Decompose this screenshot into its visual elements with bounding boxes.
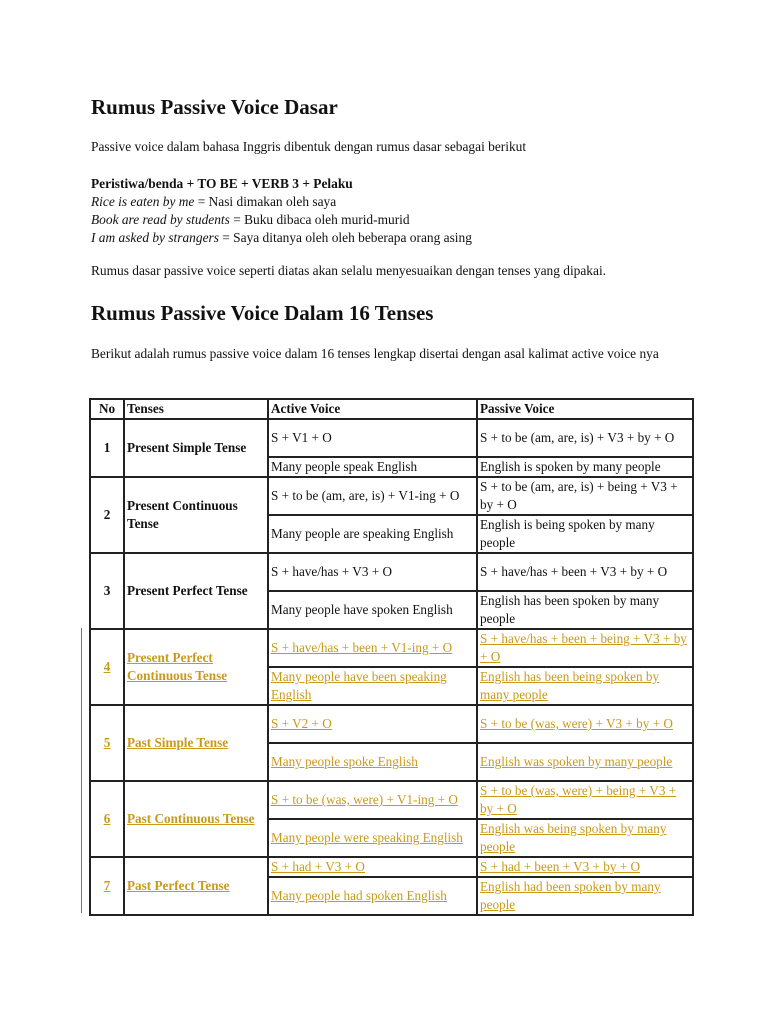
formula-block (91, 175, 696, 247)
active-formula-link[interactable]: S + to be (was, were) + V1-ing + O (268, 781, 477, 819)
active-example-link[interactable]: Many people have been speaking English (268, 667, 477, 705)
example-line: I am asked by strangers = Saya ditanya oleh oleh beberapa orang asing (91, 230, 472, 245)
table-row (90, 629, 693, 667)
header-tenses: Tenses (124, 399, 268, 419)
passive-example: English has been spoken by many people (477, 591, 693, 629)
active-example-link[interactable]: Many people were speaking English (268, 819, 477, 857)
passive-formula-link[interactable]: S + to be (was, were) + V3 + by + O (477, 705, 693, 743)
intro-paragraph-2: Berikut adalah rumus passive voice dalam 16 tenses lengkap disertai dengan asal kalimat active voice nya (91, 346, 659, 361)
tense-name-link[interactable]: Present Perfect Continuous Tense (124, 629, 268, 705)
tense-name: Present Perfect Tense (124, 553, 268, 629)
active-formula: S + have/has + V3 + O (268, 553, 477, 591)
intro-paragraph: Passive voice dalam bahasa Inggris dibentuk dengan rumus dasar sebagai berikut (91, 139, 527, 154)
active-example: Many people are speaking English (268, 515, 477, 553)
passive-formula: S + have/has + been + V3 + by + O (477, 553, 693, 591)
row-number: 3 (90, 553, 124, 629)
active-formula-link[interactable]: S + had + V3 + O (268, 857, 477, 877)
example-line: Book are read by students = Buku dibaca oleh murid-murid (91, 212, 410, 227)
note-paragraph: Rumus dasar passive voice seperti diatas akan selalu menyesuaikan dengan tenses yang dipakai. (91, 263, 607, 278)
passive-example-link[interactable]: English was being spoken by many people (477, 819, 693, 857)
active-example-link[interactable]: Many people had spoken English (268, 877, 477, 915)
active-example: Many people speak English (268, 457, 477, 477)
active-example-link[interactable]: Many people spoke English (268, 743, 477, 781)
row-number-link[interactable]: 7 (90, 857, 124, 915)
active-formula-link[interactable]: S + V2 + O (268, 705, 477, 743)
example-line: Rice is eaten by me = Nasi dimakan oleh saya (91, 194, 337, 209)
header-active-voice: Active Voice (268, 399, 477, 419)
passive-formula-link[interactable]: S + had + been + V3 + by + O (477, 857, 693, 877)
row-number-link[interactable]: 5 (90, 705, 124, 781)
table-row (90, 857, 693, 877)
passive-example-link[interactable]: English has been being spoken by many people (477, 667, 693, 705)
margin-bar (81, 628, 82, 913)
passive-example-link[interactable]: English was spoken by many people (477, 743, 693, 781)
active-formula-link[interactable]: S + have/has + been + V1-ing + O (268, 629, 477, 667)
section-title-16-tenses: Rumus Passive Voice Dalam 16 Tenses (91, 301, 434, 325)
row-number-link[interactable]: 6 (90, 781, 124, 857)
tenses-table (89, 398, 694, 916)
passive-formula: S + to be (am, are, is) + V3 + by + O (477, 419, 693, 457)
passive-example: English is being spoken by many people (477, 515, 693, 553)
tense-name-link[interactable]: Past Perfect Tense (124, 857, 268, 915)
tense-name-link[interactable]: Past Simple Tense (124, 705, 268, 781)
tense-name: Present Simple Tense (124, 419, 268, 477)
row-number-link[interactable]: 4 (90, 629, 124, 705)
header-passive-voice: Passive Voice (477, 399, 693, 419)
table-header-row (90, 399, 693, 419)
active-formula: S + to be (am, are, is) + V1-ing + O (268, 477, 477, 515)
formula-text: Peristiwa/benda + TO BE + VERB 3 + Pelaku (91, 176, 353, 191)
table-row (90, 781, 693, 819)
section-title-passive-voice-dasar: Rumus Passive Voice Dasar (91, 95, 338, 119)
tense-name: Present Continuous Tense (124, 477, 268, 553)
tense-name-link[interactable]: Past Continuous Tense (124, 781, 268, 857)
table-row (90, 419, 693, 457)
passive-example-link[interactable]: English had been spoken by many people (477, 877, 693, 915)
row-number: 2 (90, 477, 124, 553)
table-row (90, 705, 693, 743)
table-row (90, 477, 693, 515)
active-example: Many people have spoken English (268, 591, 477, 629)
active-formula: S + V1 + O (268, 419, 477, 457)
passive-formula-link[interactable]: S + have/has + been + being + V3 + by + O (477, 629, 693, 667)
table-row (90, 553, 693, 591)
header-no: No (90, 399, 124, 419)
passive-formula: S + to be (am, are, is) + being + V3 + by + O (477, 477, 693, 515)
passive-formula-link[interactable]: S + to be (was, were) + being + V3 + by + O (477, 781, 693, 819)
row-number: 1 (90, 419, 124, 477)
passive-example: English is spoken by many people (477, 457, 693, 477)
